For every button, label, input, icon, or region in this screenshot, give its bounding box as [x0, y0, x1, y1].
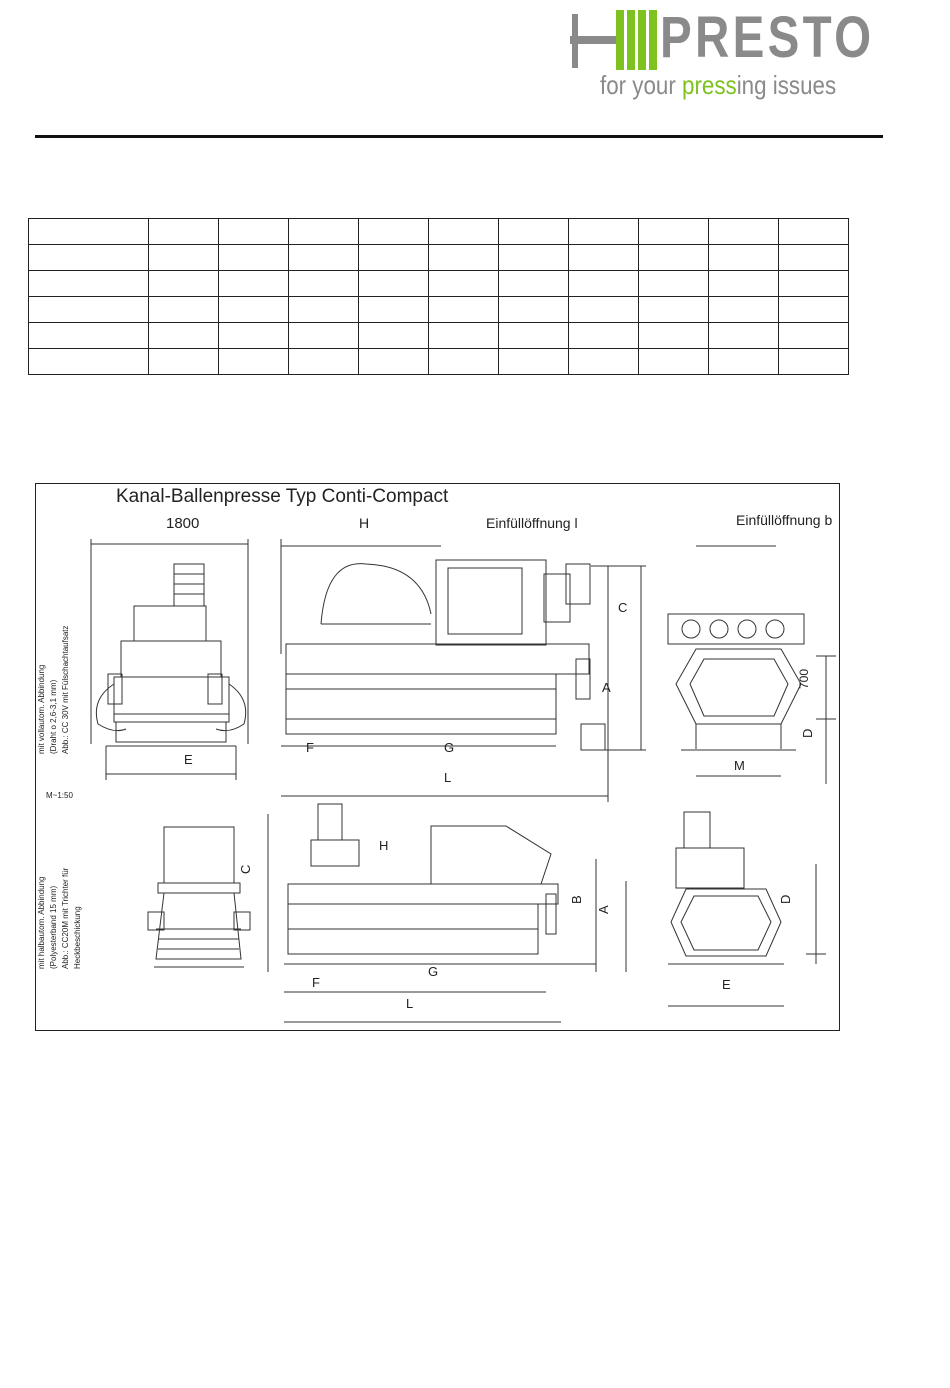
brand-tagline: for your pressing issues [600, 70, 837, 100]
dim-d-top: D [800, 728, 815, 738]
svg-text:(Draht o 2,6-3,1 mm): (Draht o 2,6-3,1 mm) [49, 679, 58, 754]
label-einfull-l: Einfüllöffnung l [486, 515, 578, 531]
dim-1800: 1800 [166, 515, 200, 532]
dim-m-top: M [734, 758, 745, 773]
table-row [29, 219, 849, 245]
dim-c-bottom: C [238, 864, 253, 874]
dim-700: 700 [797, 668, 811, 689]
svg-text:Heckbeschickung: Heckbeschickung [73, 906, 82, 969]
note-top [37, 626, 70, 755]
scale-label: M~1:50 [46, 791, 73, 800]
dim-a-bottom: A [596, 905, 611, 914]
dim-g-bottom: G [428, 964, 439, 979]
dim-f-bottom: F [312, 975, 320, 990]
dim-h-bottom: H [379, 838, 389, 853]
dim-h-top: H [359, 515, 370, 531]
dim-b-bottom: B [569, 895, 584, 904]
dim-e-top: E [184, 752, 193, 767]
table-row [29, 271, 849, 297]
dim-l-bottom: L [406, 996, 414, 1011]
spec-table [28, 218, 849, 375]
dim-d-bottom: D [778, 894, 793, 904]
svg-text:Abb.: CC20M mit Trichter für: Abb.: CC20M mit Trichter für [61, 867, 70, 969]
svg-text:mit halbautom. Abbindung: mit halbautom. Abbindung [37, 876, 46, 969]
dim-c-top: C [618, 600, 628, 615]
technical-drawing [35, 483, 840, 1031]
drawing-title: Kanal-Ballenpresse Typ Conti-Compact [116, 486, 449, 507]
brand-name: PRESTO [660, 5, 875, 70]
note-bottom [37, 867, 82, 969]
header-rule [35, 135, 883, 138]
label-einfull-b: Einfüllöffnung b [736, 512, 833, 528]
table-row [29, 349, 849, 375]
dim-e-bottom: E [722, 977, 731, 992]
dim-l-top: L [444, 770, 452, 785]
dim-a-top: A [602, 680, 611, 695]
table-row [29, 245, 849, 271]
table-row [29, 297, 849, 323]
dim-g-top: G [444, 740, 455, 755]
svg-text:(Polyesterband 15 mm): (Polyesterband 15 mm) [49, 885, 58, 969]
svg-text:Abb.: CC 30V mit Fülschachtauf: Abb.: CC 30V mit Fülschachtaufsatz [61, 625, 70, 754]
table-row [29, 323, 849, 349]
svg-text:mit vollautom. Abbindung: mit vollautom. Abbindung [37, 664, 46, 754]
dim-f-top: F [306, 740, 314, 755]
